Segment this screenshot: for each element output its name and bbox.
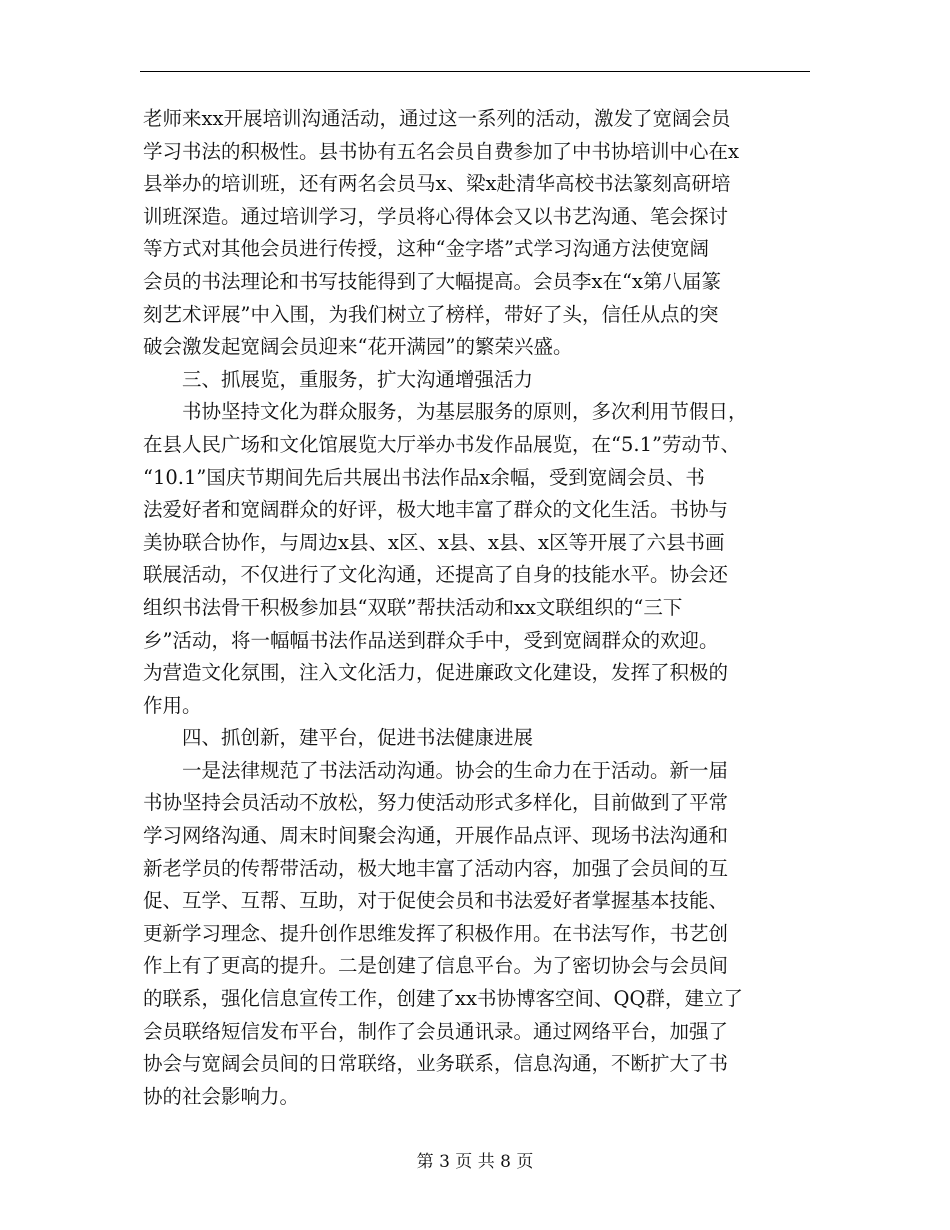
text-line: 乡”活动，将一幅幅书法作品送到群众手中，受到宽阔群众的欢迎。: [143, 628, 719, 652]
text-line: 联展活动，不仅进行了文化沟通，还提高了自身的技能水平。协会还: [143, 563, 729, 587]
text-line: “10.1”国庆节期间先后共展出书法作品x余幅，受到宽阔会员、书: [143, 465, 705, 489]
text-line: 新老学员的传帮带活动，极大地丰富了活动内容，加强了会员间的互: [143, 856, 729, 880]
text-line: 更新学习理念、提升创作思维发挥了积极作用。在书法写作，书艺创: [143, 921, 729, 945]
text-line: 书协坚持会员活动不放松，努力使活动形式多样化，目前做到了平常: [143, 791, 729, 815]
text-line: 会员联络短信发布平台，制作了会员通讯录。通过网络平台，加强了: [143, 1019, 729, 1043]
text-line: 训班深造。通过培训学习，学员将心得体会又以书艺沟通、笔会探讨: [143, 204, 729, 228]
text-line: 县举办的培训班，还有两名会员马x、梁x赴清华高校书法篆刻高研培: [143, 172, 731, 196]
text-line: 四、抓创新，建平台，促进书法健康进展: [182, 726, 534, 750]
text-line: 学习书法的积极性。县书协有五名会员自费参加了中书协培训中心在x: [143, 139, 739, 163]
text-line: 美协联合协作，与周边x县、x区、x县、x县、x区等开展了六县书画: [143, 530, 725, 554]
text-line: 一是法律规范了书法活动沟通。协会的生命力在于活动。新一届: [182, 758, 729, 782]
text-line: 的联系，强化信息宣传工作，创建了xx书协博客空间、QQ群，建立了: [143, 987, 743, 1011]
text-line: 作用。: [143, 693, 202, 717]
text-line: 促、互学、互帮、互助，对于促使会员和书法爱好者掌握基本技能、: [143, 889, 729, 913]
text-line: 刻艺术评展”中入围，为我们树立了榜样，带好了头，信任从点的突: [143, 302, 719, 326]
text-line: 作上有了更高的提升。二是创建了信息平台。为了密切协会与会员间: [143, 954, 729, 978]
text-line: 等方式对其他会员进行传授，这种“金字塔”式学习沟通方法使宽阔: [143, 237, 709, 261]
text-line: 会员的书法理论和书写技能得到了大幅提高。会员李x在“x第八届篆: [143, 269, 721, 293]
text-line: 三、抓展览，重服务，扩大沟通增强活力: [182, 367, 534, 391]
header-rule: [140, 71, 810, 72]
text-line: 老师来xx开展培训沟通活动，通过这一系列的活动，激发了宽阔会员: [143, 107, 731, 130]
text-line: 学习网络沟通、周末时间聚会沟通，开展作品点评、现场书法沟通和: [143, 824, 729, 848]
page-footer: 第 3 页 共 8 页: [416, 1152, 534, 1172]
document-body: [143, 103, 818, 1113]
text-line: 协的社会影响力。: [143, 1084, 300, 1108]
text-line: 书协坚持文化为群众服务，为基层服务的原则，多次利用节假日，: [182, 400, 748, 424]
text-line: 在县人民广场和文化馆展览大厅举办书发作品展览，在“5.1”劳动节、: [143, 432, 740, 456]
text-line: 法爱好者和宽阔群众的好评，极大地丰富了群众的文化生活。书协与: [143, 498, 729, 522]
text-line: 为营造文化氛围，注入文化活力，促进廉政文化建设，发挥了积极的: [143, 661, 729, 685]
text-line: 组织书法骨干积极参加县“双联”帮扶活动和xx文联组织的“三下: [143, 595, 683, 619]
text-line: 破会激发起宽阔会员迎来“花开满园”的繁荣兴盛。: [143, 335, 573, 359]
text-line: 协会与宽阔会员间的日常联络，业务联系，信息沟通，不断扩大了书: [143, 1052, 729, 1076]
